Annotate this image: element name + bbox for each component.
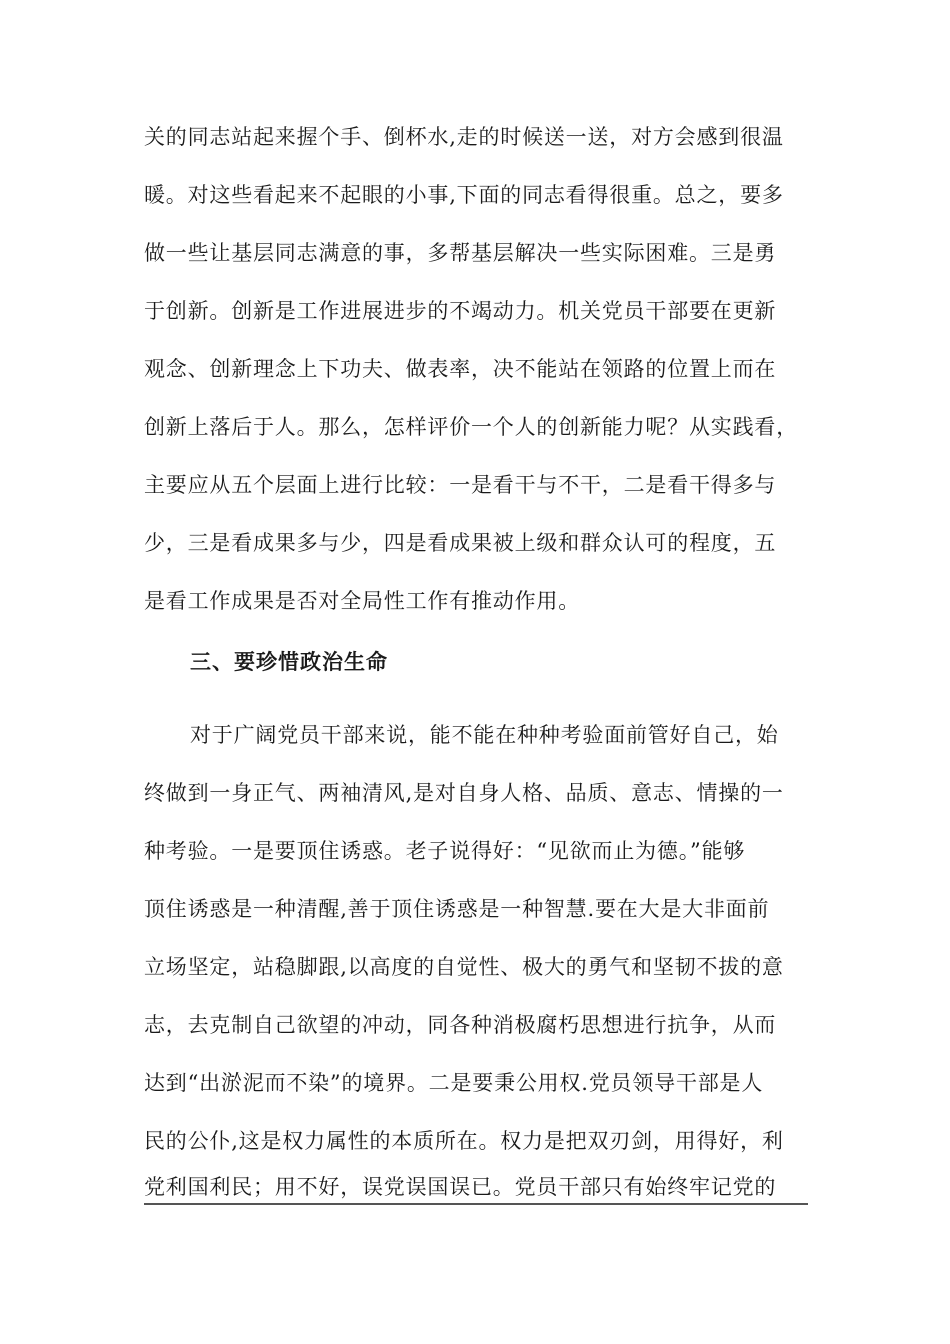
paragraph-1-line-7: 主要应从五个层面上进行比较：一是看干与不干，二是看干得多与	[144, 473, 777, 497]
paragraph-1-line-9: 是看工作成果是否对全局性工作有推动作用。	[144, 589, 580, 613]
paragraph-2-line-1: 对于广阔党员干部来说，能不能在种种考验面前管好自己，始	[190, 723, 779, 747]
footer-rule	[144, 1203, 808, 1205]
paragraph-1-line-8: 少，三是看成果多与少，四是看成果被上级和群众认可的程度，五	[144, 531, 777, 555]
paragraph-2-line-8: 民的公仆,这是权力属性的本质所在。权力是把双刃剑，用得好，利	[144, 1129, 784, 1153]
paragraph-1-line-1: 关的同志站起来握个手、倒杯水,走的时候送一送，对方会感到很温	[144, 125, 784, 149]
paragraph-2-line-4: 顶住诱惑是一种清醒,善于顶住诱惑是一种智慧.要在大是大非面前	[144, 897, 770, 921]
paragraph-2-line-2: 终做到一身正气、两袖清风,是对自身人格、品质、意志、情操的一	[144, 781, 784, 805]
paragraph-2-line-9: 党利国利民；用不好，误党误国误已。党员干部只有始终牢记党的	[144, 1175, 777, 1199]
paragraph-1-line-3: 做一些让基层同志满意的事，多帮基层解决一些实际困难。三是勇	[144, 241, 777, 265]
paragraph-2-line-7: 达到“出淤泥而不染”的境界。二是要秉公用权.党员领导干部是人	[144, 1071, 764, 1095]
paragraph-2-line-6: 志，去克制自己欲望的冲动，同各种消极腐朽思想进行抗争，从而	[144, 1013, 777, 1037]
section-heading: 三、要珍惜政治生命	[190, 650, 388, 674]
paragraph-2-line-3: 种考验。一是要顶住诱惑。老子说得好：“见欲而止为德。”能够	[144, 839, 746, 863]
paragraph-1-line-6: 创新上落后于人。那么，怎样评价一个人的创新能力呢？从实践看，	[144, 415, 798, 439]
paragraph-1-line-5: 观念、创新理念上下功夫、做表率，决不能站在领路的位置上而在	[144, 357, 777, 381]
paragraph-2-line-5: 立场坚定，站稳脚跟,以高度的自觉性、极大的勇气和坚韧不拔的意	[144, 955, 784, 979]
paragraph-1-line-4: 于创新。创新是工作进展进步的不竭动力。机关党员干部要在更新	[144, 299, 777, 323]
paragraph-1-line-2: 暖。对这些看起来不起眼的小事,下面的同志看得很重。总之，要多	[144, 183, 784, 207]
